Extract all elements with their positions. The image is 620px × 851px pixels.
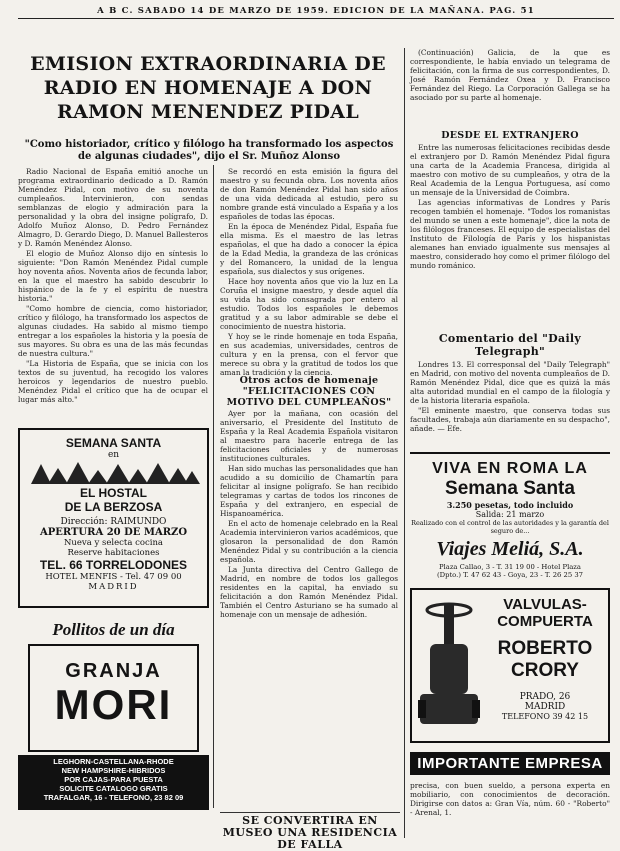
- ad-text: TRAFALGAR, 16 - TELEFONO, 23 82 09: [43, 793, 184, 802]
- valvulas-text: [484, 596, 606, 721]
- ad-text: Pollitos de un día: [52, 620, 175, 639]
- paragraph: Entre las numerosas felicitaciones recibidas desde el extranjero por D. Ramón Menéndez Pidal figura una carta de la Academia Francesa, dirigida al maestro con motivo de su cumpleaños, y otra de la Real Academia de la Lengua Portuguesa, así como un mensaje de la Universidad de Coimbra.: [410, 143, 610, 197]
- ad-text: HOTEL MENFIS - Tel. 47 09 00: [45, 572, 182, 582]
- ad-text: TELEFONO 39 42 15: [501, 712, 589, 721]
- article-column-1: [18, 167, 208, 422]
- ad-text: IMPORTANTE EMPRESA: [410, 752, 610, 775]
- ad-text: SEMANA SANTA: [65, 436, 162, 450]
- ad-text: SOLICITE CATALOGO GRATIS: [59, 784, 168, 793]
- ad-text: POR CAJAS-PARA PUESTA: [64, 775, 163, 784]
- ad-text: APERTURA 20 DE MARZO: [39, 527, 188, 538]
- ad-text: GRANJA: [65, 660, 162, 682]
- paragraph: Se recordó en esta emisión la figura del maestro y su fecunda obra. Los noventa años de don Ramón Menéndez Pidal han sido años de una vida dedicada al estudio, pero su nombre grande está vinculado a España y a los españoles de todas las épocas.: [220, 167, 398, 221]
- article-column-3: [410, 48, 610, 128]
- divider: [220, 812, 400, 813]
- ad-text: Viajes Meliá, S.A.: [436, 538, 584, 560]
- ad-text: Realizado con el control de las autoridades y la garantía del seguro de...: [411, 519, 609, 535]
- granja-info-band: [18, 755, 209, 810]
- ad-text: MORI: [54, 681, 173, 728]
- ad-text: EL HOSTAL: [80, 486, 147, 500]
- article-telegraph: [410, 360, 610, 438]
- ad-text: Nueva y selecta cocina: [63, 538, 163, 548]
- paragraph: Hace hoy noventa años que vio la luz en La Coruña el insigne maestro, y desde aquel día su vida ha sido consagrada por entero al estudio. Todos los españoles le debemos gratitud y a su labor admirable se debe el conocimiento de nuestra historia.: [220, 277, 398, 331]
- article-extranjero: [410, 143, 610, 330]
- paragraph: En la época de Menéndez Pidal, España fue ella misma. Es el maestro de las letras españolas, el que ha dado a conocer la épica de la Edad Media, la grandeza de las crónicas y del Romancero, la unidad de la lengua española, sus dialectos y sus orígenes.: [220, 222, 398, 276]
- ad-viajes-melia: [410, 452, 610, 579]
- ad-text: MADRID: [88, 582, 139, 592]
- running-head: A B C. SABADO 14 DE MARZO DE 1959. EDICION DE LA MAÑANA. PAG. 51: [18, 6, 614, 19]
- headline: EMISION EXTRAORDINARIA DE RADIO EN HOMENAJE A DON RAMON MENENDEZ PIDAL: [30, 53, 386, 123]
- ad-importante-empresa: [410, 752, 610, 838]
- paragraph: El elogio de Muñoz Alonso dijo en síntesis lo siguiente: "Don Ramón Menéndez Pidal cumple hoy noventa años. Noventa años de fecunda labor, en la que el maestro ha sabido descubrir lo hispánico de la fe y el espíritu de nuestra historia.": [18, 249, 208, 303]
- article-museo: [220, 842, 398, 843]
- ad-text: Plaza Callao, 3 - T. 31 19 00 - Hotel Plaza: [439, 563, 581, 571]
- ad-text: precisa, con buen sueldo, a persona experta en mobiliario, con conocimientos de decoración. Dirigirse con datos a: Gran Vía, núm. 60 - "Roberto" - Arenal, 1.: [410, 781, 610, 817]
- paragraph: Ayer por la mañana, con ocasión del aniversario, el Presidente del Instituto de España y la Real Academia Española visitaron al maestro para hacerle entrega de las felicitaciones oficiales y de numerosas instituciones culturales.: [220, 409, 398, 463]
- paragraph: Radio Nacional de España emitió anoche un programa extraordinario dedicado a D. Ramón Menéndez Pidal, con motivo de su noventa cumpleaños. Intervinieron, con sendas semblanzas de elogio y admiración para la personalidad y la obra del insigne polígrafo, D. Adolfo Muñoz Alonso, D. Pedro Fernández Almagro, D. Gerardo Diego, D. Manuel Ballesteros y D. Ramón Menéndez Alonso.: [18, 167, 208, 248]
- ad-text: MADRID: [524, 702, 566, 712]
- paragraph: "Como hombre de ciencia, como historiador, crítico y filólogo, ha transformado los aspectos de algunas ciudades. Ha sabido al mismo tiempo entregar a los españoles la historia y la poesía de sus mayores. Su obra es una de las más fecundas de nuestra cultura.": [18, 304, 208, 358]
- article-otros: [220, 409, 398, 807]
- ad-text: ROBERTO: [497, 638, 593, 659]
- paragraph: Las agencias informativas de Londres y París recogen también el homenaje. "Todos los romanistas del mundo se unen a este homenaje", dice la nota de los filólogos franceses. El equipo de especialistas del Instituto de Filología de París y los hispanistas alemanes han enviado igualmente sus mensajes al maestro, considerado hoy como el primer filólogo del mundo románico.: [410, 198, 610, 270]
- ad-granja-mori: [18, 620, 209, 810]
- ad-hostal-berzosa: [18, 428, 209, 608]
- paragraph: Londres 13. El corresponsal del "Daily Telegraph" en Madrid, con motivo del noventa cumpleaños de D. Ramón Menéndez Pidal, dice que es quizá la más alta autoridad mundial en el campo de la filología y de la historia literaria española.: [410, 360, 610, 405]
- paragraph: La Junta directiva del Centro Gallego de Madrid, en nombre de todos los gallegos residentes en la capital, ha enviado su felicitación a don Ramón Menéndez Pidal. También el Centro Asturiano se ha sumado al homenaje con un mensaje de adhesión.: [220, 565, 398, 619]
- ad-text: Salida: 21 marzo: [475, 510, 545, 519]
- ad-text: Semana Santa: [445, 478, 575, 499]
- ad-text: 3.250 pesetas, todo incluido: [446, 500, 574, 510]
- ad-text: DE LA BERZOSA: [64, 500, 163, 514]
- ad-text: PRADO, 26: [519, 692, 571, 702]
- section-heading-extranjero: DESDE EL EXTRANJERO: [441, 130, 579, 141]
- section-heading-telegraph: Comentario del "Daily Telegraph": [438, 332, 582, 358]
- ad-text: Dirección: RAIMUNDO: [60, 517, 167, 527]
- paragraph: En el acto de homenaje celebrado en la Real Academia intervinieron varios académicos, que glosaron la personalidad de don Ramón Menéndez Pidal y su contribución a la ciencia española.: [220, 519, 398, 564]
- paragraph: (Continuación) Galicia, de la que es correspondiente, le había enviado un telegrama de felicitación, con la firma de sus correspondientes, D. José Ramón Fernández Oxea y D. Francisco Fernández del Riego. La Corporación Gallega se ha asociado por su parte al homenaje.: [410, 48, 610, 102]
- subhead: "Como historiador, crítico y filólogo ha transformado los aspectos de algunas ciudades", dijo el Sr. Muñoz Alonso: [24, 139, 394, 162]
- ad-text: LEGHORN-CASTELLANA-RHODE: [53, 757, 174, 766]
- paragraph: Han sido muchas las personalidades que han acudido a su domicilio de Chamartín para felicitar al insigne polígrafo. Se han recibido telegramas y cartas de todos los rincones de España y del extranjero, en especial de Hispanoamérica.: [220, 464, 398, 518]
- column-rule: [404, 48, 405, 838]
- article-column-2: [220, 167, 398, 377]
- ad-text: NEW HAMPSHIRE-HIBRIDOS: [61, 766, 166, 775]
- paragraph: "La Historia de España, que se inicia con los textos de su juventud, ha recogido los valores heroicos y legendarios de nuestro pueblo. Menéndez Pidal el crítico que ha de ocupar el lugar más alto.": [18, 359, 208, 404]
- section-heading-museo: SE CONVERTIRA EN MUSEO UNA RESIDENCIA DE FALLA: [222, 814, 398, 851]
- ad-text: CRORY: [511, 660, 579, 681]
- granja-logo-box: [28, 644, 199, 752]
- ad-text: TEL. 66 TORRELODONES: [39, 558, 188, 572]
- ad-text: en: [107, 450, 120, 460]
- column-rule: [213, 165, 214, 808]
- ad-text: VALVULAS-: [503, 596, 587, 613]
- ad-text: VIVA EN ROMA LA: [432, 460, 588, 477]
- pine-trees-illustration: [26, 462, 201, 484]
- ad-text: Reserve habitaciones: [67, 548, 160, 558]
- ad-text: (Dpto.) T. 47 62 43 - Goya, 23 - T. 26 25 37: [437, 571, 583, 579]
- valve-illustration: [418, 600, 480, 736]
- paragraph: Y hoy se le rinde homenaje en toda España, en sus academias, universidades, centros de cultura y en la prensa, con el fervor que merece su obra y la gratitud de todos los que aman la tradición y la ciencia.: [220, 332, 398, 377]
- paragraph: [220, 842, 398, 843]
- paragraph: "El eminente maestro, que conserva todas sus facultades, trabaja aún diariamente en su despacho", añade. — Efe.: [410, 406, 610, 433]
- ad-valvulas-compuerta: [410, 588, 610, 743]
- ad-text: COMPUERTA: [497, 613, 593, 630]
- section-heading-otros: Otros actos de homenaje "FELICITACIONES CON MOTIVO DEL CUMPLEAÑOS": [226, 375, 392, 408]
